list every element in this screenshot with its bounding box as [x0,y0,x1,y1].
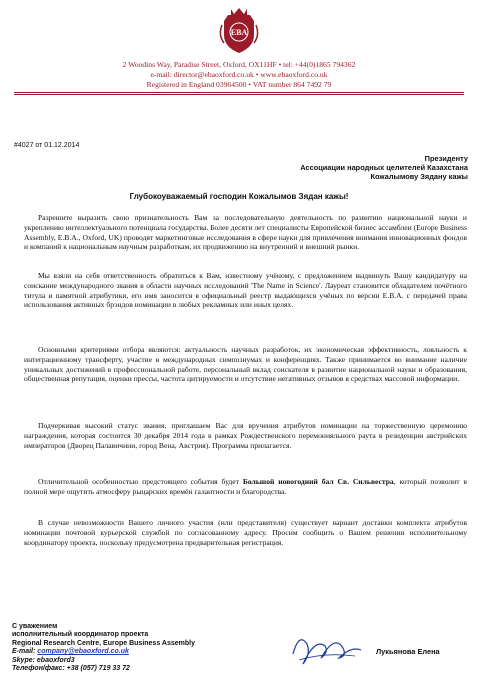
signature-title: исполнительный координатор проекта [12,631,149,639]
signature-closing: С уважением [12,623,58,630]
letterhead-contacts: e-mail: director@ebaoxford.co.uk • www.ebaoxford.co.uk [150,70,328,79]
recipient-line-1: Президенту [424,154,468,163]
recipient-block [300,154,468,181]
signature-block [12,623,195,673]
eba-crest-logo [216,5,262,55]
letterhead-registration: Registered in England 03964500 • VAT number 864 7492 79 [146,80,332,89]
signer-name: Лукьянова Елена [376,647,440,656]
signature-skype: Skype: ebaoxford3 [12,656,75,664]
handwritten-signature [285,624,369,670]
paragraph-1: Разрешите выразить свою признательность Вам за последовательную деятельность по развитию национальной науки и укреплению интеллектуального потенциала государства. Более десяти лет специалисты Европейской бизнес ассамблеи (Europe Business Assembly, E.B.A., Oxford, UK) проводят маркетинговые исследования в сфере науки для привлечения внимания инновационных фондов и компаний к национальным научным разработкам, их продвижению на внутренний и внешний рынки. [24,213,467,252]
signature-email-line [12,648,195,656]
paragraph-5-bold: Большой новогодний бал Св. Сильвестра [242,477,394,486]
paragraph-6: В случае невозможности Вашего личного участия (или представителя) существует вариант доставки комплекта атрибутов номинации почтовой курьерской службой по согласованному адресу. Просим сообщить о Вашем решении исполнительному координатору проекта, поскольку предусмотрена предварительная регистрация. [24,518,467,547]
recipient-line-2: Ассоциации народных целителей Казахстана [300,163,468,172]
logo-text: EBA [230,28,248,37]
paragraph-5-start: Отличительной особенностью предстоящего события будет [38,477,243,486]
reference-number: #4027 от 01.12.2014 [14,142,80,149]
paragraph-5 [24,477,467,497]
letterhead-address: 2 Woodins Way, Paradise Street, Oxford, OX11HF • tel: +44(0)1865 794362 [122,60,356,69]
paragraph-4: Подчеркивая высокий статус звания, приглашаем Вас для вручения атрибутов номинации на торжественную церемонию награждения, которая состоится 30 декабря 2014 года в рамках Рождественского перемонияльного раута в резиденции австрийских императоров (Дворец Палавичини, город Вена, Австрия). Программа прилагается. [24,421,467,450]
email-label: E-mail: [12,648,38,656]
signature-phone: Телефон/факс: +38 (057) 719 33 72 [12,665,130,673]
paragraph-5-end: , который позволит в полной мере ощутить атмосферу рыцарских времён галантности и благородства. [24,477,468,496]
recipient-line-3: Кожалымову Зядану кажы [370,172,468,181]
greeting: Глубокоуважаемый господин Кожалымов Зядан кажы! [129,192,349,201]
signature-org: Regional Research Centre, Europe Business Assembly [12,639,195,647]
letterhead-divider [14,92,464,93]
paragraph-2: Мы взяли на себя ответственность обратиться к Вам, известному учёному, с предложением выдвинуть Вашу кандидатуру на соискание международного звания в области научных исследований 'The Name in Science'. Лауреат становится обладателем почётного титула и памятной атрибутики, его имя заносится в официальный реестр выдающихся учёных по версии E.B.A. с передачей права использования активных брэндов номинации в любых рекламных или иных целях. [24,271,467,310]
paragraph-3: Основными критериями отбора являются: актуальность научных разработок, их экономическая эффективность, лояльность к интеграционному трансферту, участие в международных симпозиумах и конференциях. Также принимается во внимание наличие уникальных достижений в профессиональной работе, персональный вклад соискателя в развитие национальной науки и образования, общественная репутация, оценки прессы, частота цитируемости и отсутствие негативных отзывов в средствах массовой информации. [24,345,467,384]
email-link[interactable]: company@ebaoxford.co.uk [37,648,129,656]
letterhead-divider-2 [14,94,464,95]
